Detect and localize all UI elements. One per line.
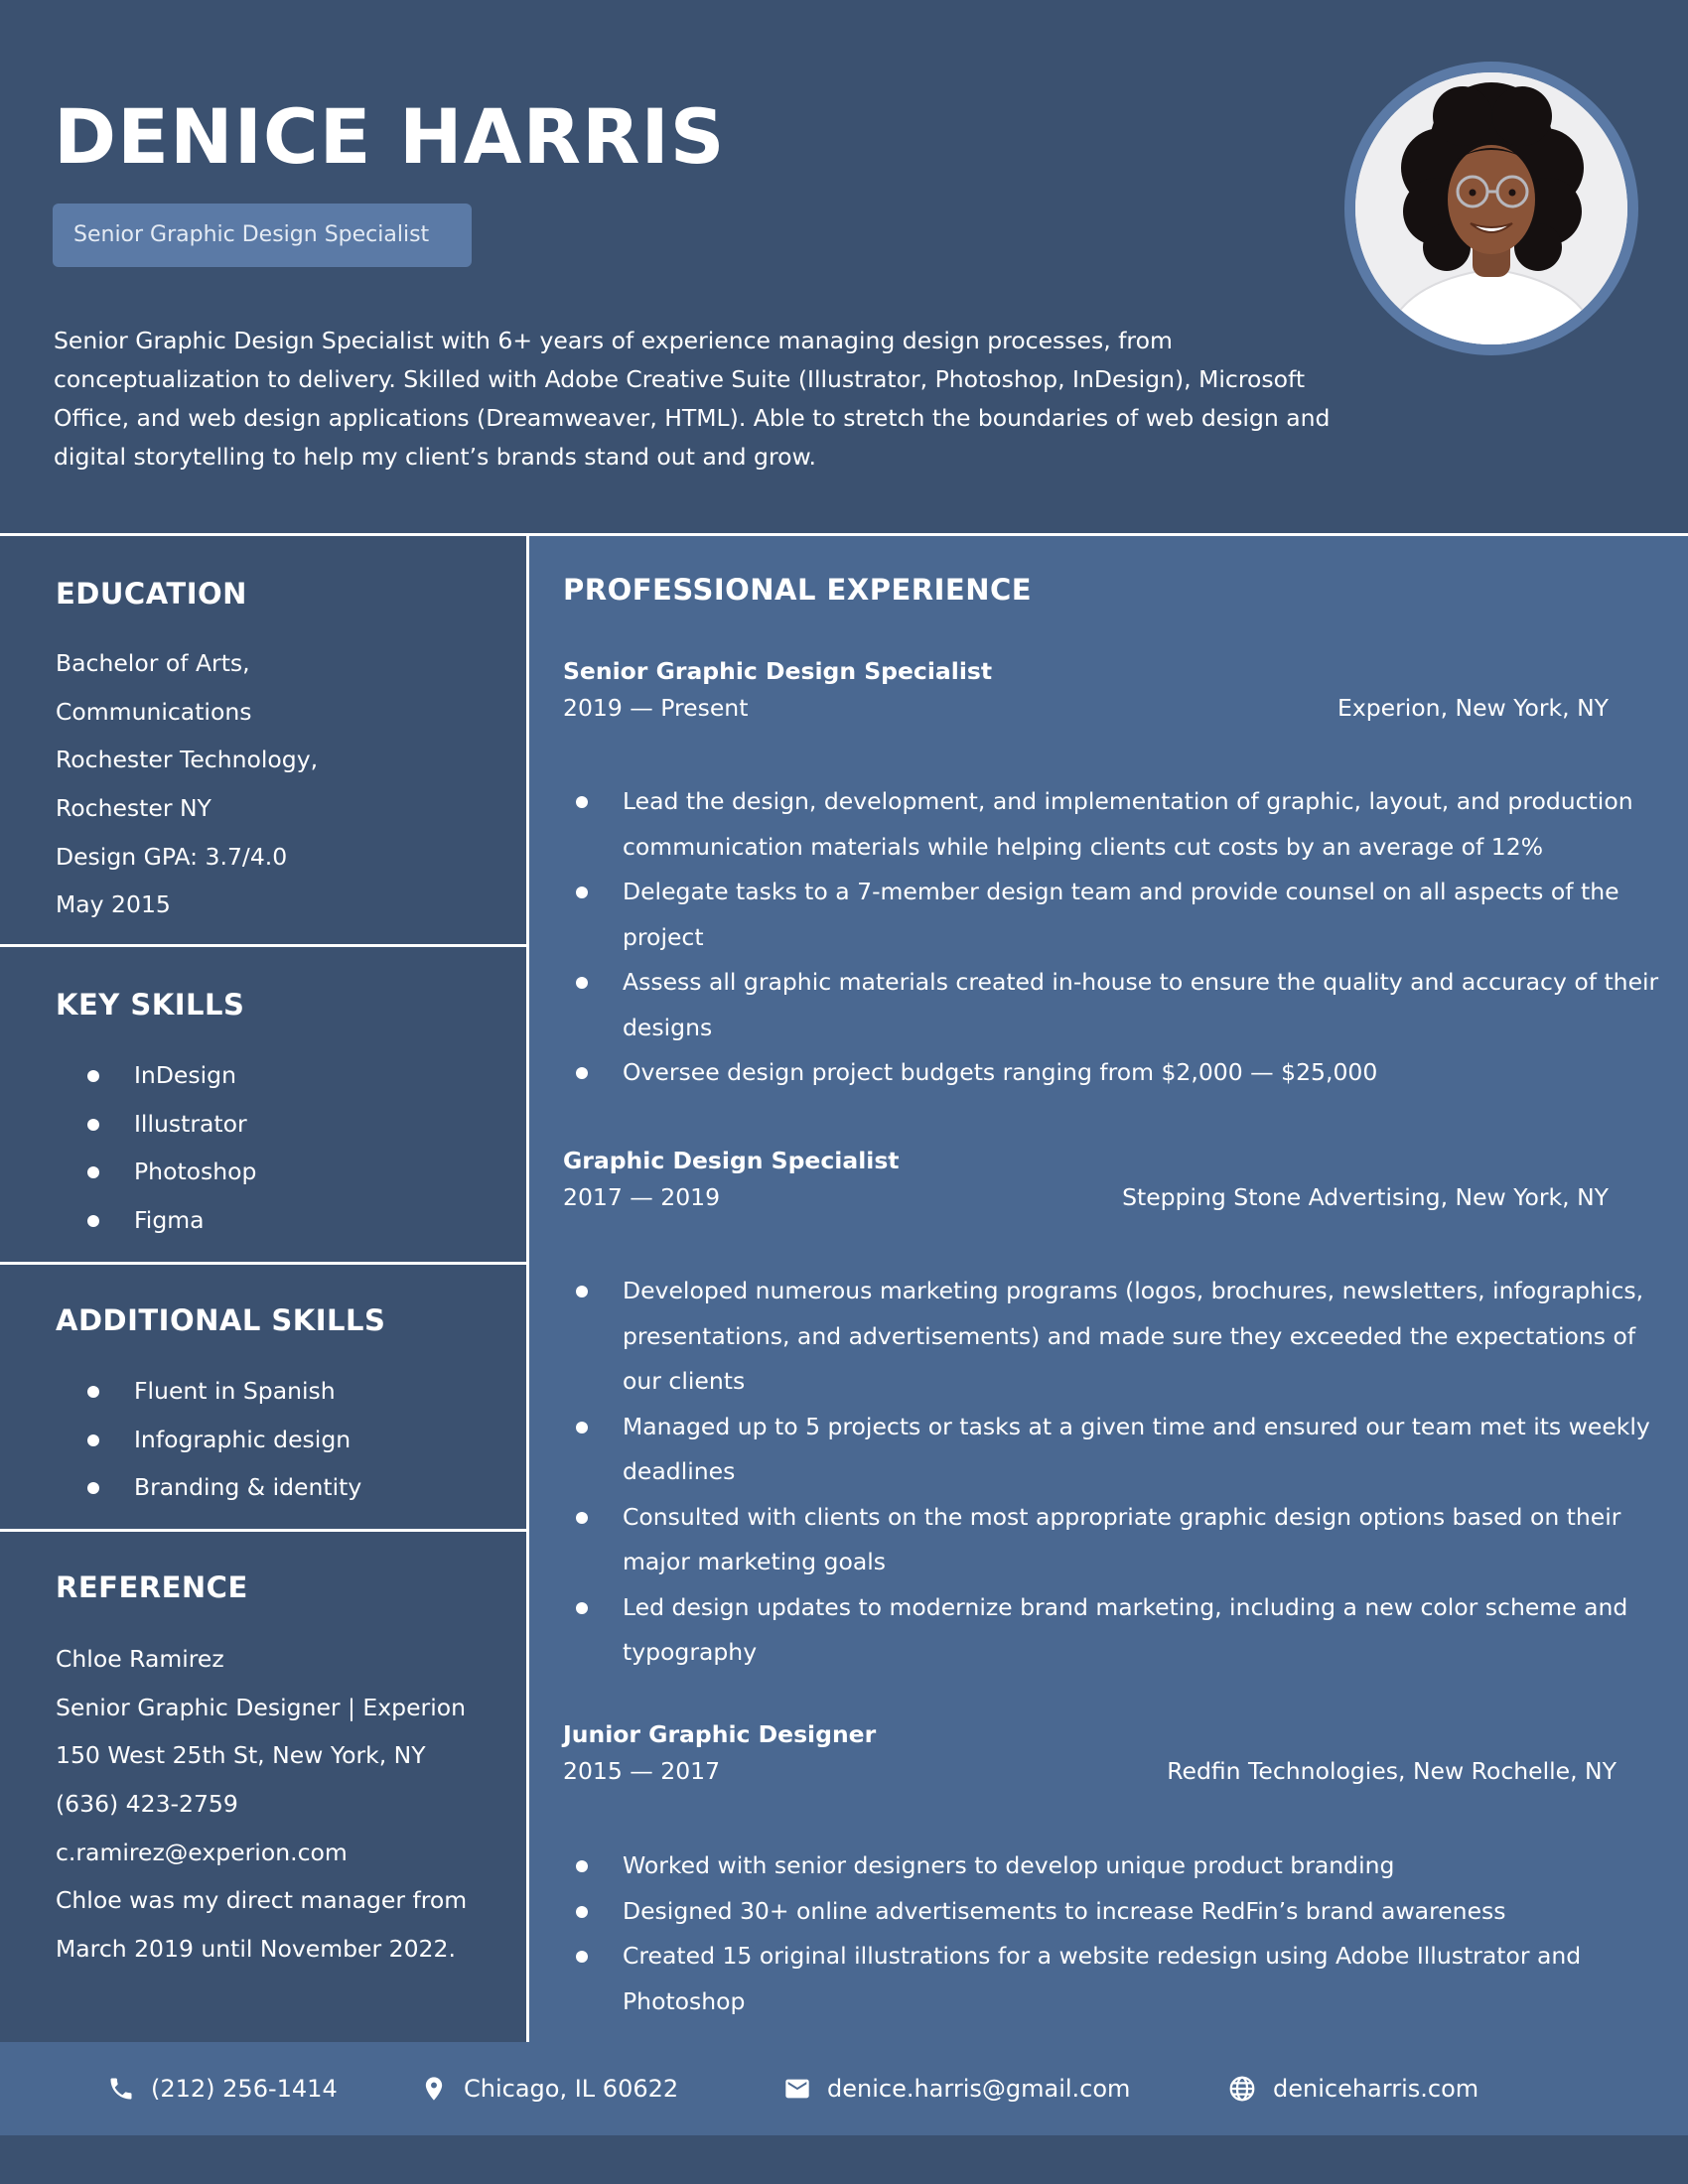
additional-skills-divider xyxy=(0,1529,526,1532)
job-responsibilities xyxy=(572,1269,1674,1676)
phone-number: (212) 256-1414 xyxy=(151,2075,338,2103)
job-responsibilities xyxy=(572,779,1674,1096)
education-line: Communications xyxy=(56,697,252,726)
reference-name: Chloe Ramirez xyxy=(56,1645,224,1673)
reference-phone: (636) 423-2759 xyxy=(56,1790,238,1819)
skill-item: Fluent in Spanish xyxy=(85,1367,361,1416)
resume-header xyxy=(0,0,1688,534)
skill-item: Branding & identity xyxy=(85,1463,361,1512)
profile-photo-frame xyxy=(1344,62,1638,355)
responsibility-item: Managed up to 5 projects or tasks at a given time and ensured our team met its weekly deadlines xyxy=(572,1405,1674,1495)
education-details xyxy=(56,639,318,929)
globe-icon xyxy=(1227,2074,1257,2104)
candidate-name: DENICE HARRIS xyxy=(54,92,726,181)
job-dates: 2019 — Present xyxy=(563,694,749,722)
job-dates: 2017 — 2019 xyxy=(563,1183,721,1211)
job-company: Experion, New York, NY xyxy=(1336,694,1609,722)
responsibility-item: Designed 30+ online advertisements to increase RedFin’s brand awareness xyxy=(572,1889,1674,1935)
phone-icon xyxy=(107,2075,135,2103)
key-skills-heading: KEY SKILLS xyxy=(56,988,245,1022)
responsibility-item: Created 15 original illustrations for a website redesign using Adobe Illustrator and Photoshop xyxy=(572,1934,1674,2024)
skill-item: InDesign xyxy=(85,1051,256,1100)
key-skills-divider xyxy=(0,1262,526,1265)
education-heading: EDUCATION xyxy=(56,577,247,611)
skill-item: Illustrator xyxy=(85,1100,256,1149)
email-address: denice.harris@gmail.com xyxy=(827,2075,1131,2103)
reference-address: 150 West 25th St, New York, NY xyxy=(56,1741,426,1770)
job-company: Stepping Stone Advertising, New York, NY xyxy=(1122,1183,1609,1211)
reference-heading: REFERENCE xyxy=(56,1570,248,1604)
additional-skills-list xyxy=(85,1367,361,1512)
reference-position: Senior Graphic Designer | Experion xyxy=(56,1693,467,1721)
reference-details xyxy=(56,1635,467,1974)
reference-email[interactable]: c.ramirez@experion.com xyxy=(56,1838,348,1866)
location-text: Chicago, IL 60622 xyxy=(464,2075,679,2103)
responsibility-item: Led design updates to modernize brand marketing, including a new color scheme and typography xyxy=(572,1585,1674,1676)
bottom-band xyxy=(0,2135,1688,2184)
contact-phone[interactable] xyxy=(107,2042,338,2135)
contact-location xyxy=(420,2042,678,2135)
contact-footer xyxy=(0,2042,1688,2135)
profile-photo xyxy=(1355,72,1627,344)
job-title: Senior Graphic Design Specialist xyxy=(563,657,993,685)
contact-email[interactable] xyxy=(783,2042,1130,2135)
education-line: Rochester NY xyxy=(56,794,211,823)
responsibility-item: Worked with senior designers to develop unique product branding xyxy=(572,1843,1674,1889)
responsibility-item: Delegate tasks to a 7-member design team and provide counsel on all aspects of the project xyxy=(572,870,1674,960)
responsibility-item: Lead the design, development, and implementation of graphic, layout, and production communication materials while helping clients cut costs by an average of 12% xyxy=(572,779,1674,870)
education-line: Bachelor of Arts, xyxy=(56,649,250,677)
key-skills-list xyxy=(85,1051,256,1244)
job-title-badge: Senior Graphic Design Specialist xyxy=(53,204,472,267)
job-title: Junior Graphic Designer xyxy=(563,1720,877,1748)
job-title: Graphic Design Specialist xyxy=(563,1147,900,1174)
education-line: May 2015 xyxy=(56,890,171,919)
job-company: Redfin Technologies, New Rochelle, NY xyxy=(1167,1757,1617,1785)
skill-item: Photoshop xyxy=(85,1148,256,1196)
email-icon xyxy=(783,2075,811,2103)
education-divider xyxy=(0,944,526,947)
location-pin-icon xyxy=(420,2075,448,2103)
additional-skills-heading: ADDITIONAL SKILLS xyxy=(56,1303,386,1337)
responsibility-item: Assess all graphic materials created in-house to ensure the quality and accuracy of their designs xyxy=(572,960,1674,1050)
website-url: deniceharris.com xyxy=(1273,2075,1479,2103)
skill-item: Figma xyxy=(85,1196,256,1245)
education-line: Rochester Technology, xyxy=(56,746,319,774)
reference-note: March 2019 until November 2022. xyxy=(56,1935,456,1964)
responsibility-item: Consulted with clients on the most appropriate graphic design options based on their major marketing goals xyxy=(572,1495,1674,1585)
portrait-illustration xyxy=(1355,72,1627,344)
responsibility-item: Developed numerous marketing programs (logos, brochures, newsletters, infographics, presentations, and advertisements) and made sure they exceeded the expectations of our clients xyxy=(572,1269,1674,1405)
responsibility-item: Oversee design project budgets ranging from $2,000 — $25,000 xyxy=(572,1050,1674,1096)
profile-summary: Senior Graphic Design Specialist with 6+ years of experience managing design processes, from conceptualization to delivery. Skilled with Adobe Creative Suite (Illustrator, Photoshop, InDesign), Microsoft Office, and web design applications (Dreamweaver, HTML). Able to stretch the boundaries of web design and digital storytelling to help my client’s brands stand out and grow. xyxy=(54,327,1331,471)
contact-website[interactable] xyxy=(1227,2042,1478,2135)
job-responsibilities xyxy=(572,1843,1674,2024)
skill-item: Infographic design xyxy=(85,1416,361,1464)
job-dates: 2015 — 2017 xyxy=(563,1757,721,1785)
experience-heading: PROFESSIONAL EXPERIENCE xyxy=(563,573,1033,607)
education-line: Design GPA: 3.7/4.0 xyxy=(56,842,288,871)
reference-note: Chloe was my direct manager from xyxy=(56,1886,468,1915)
